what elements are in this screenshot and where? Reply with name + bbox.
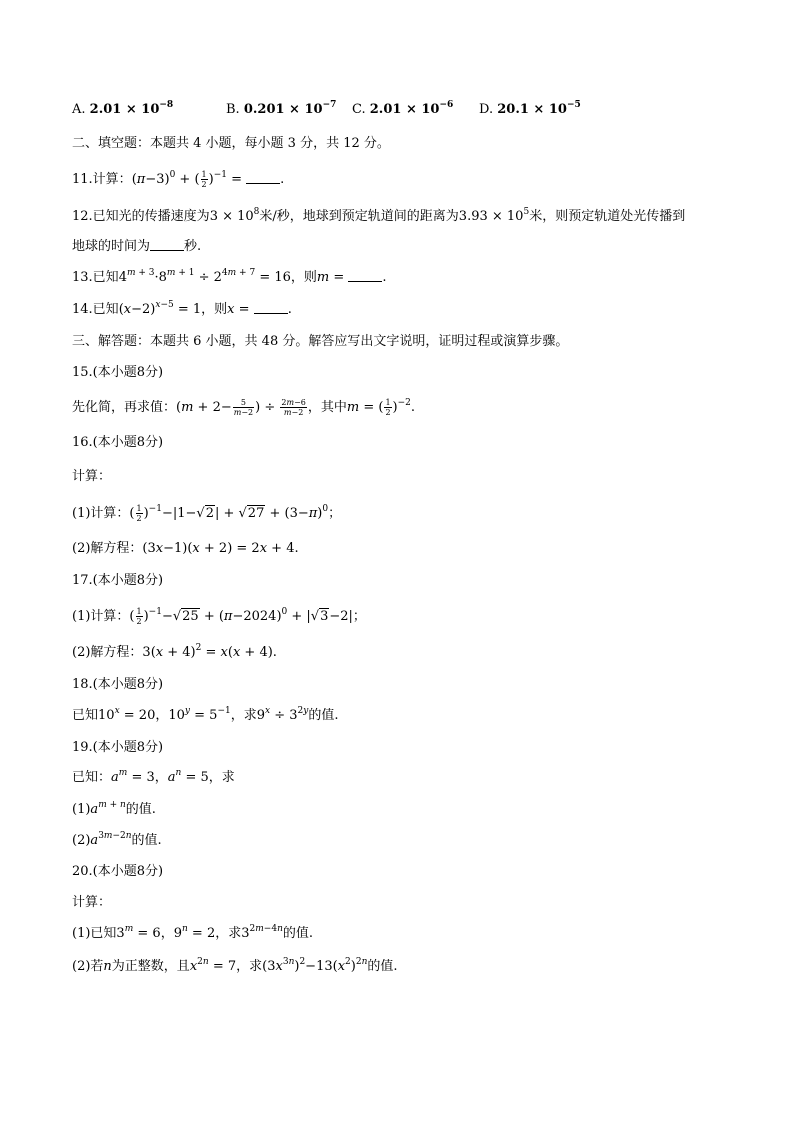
option-b-label: B.	[226, 102, 240, 117]
answer-blank	[348, 270, 382, 282]
option-d-label: D.	[479, 102, 494, 117]
question-16-part-1: (1)计算：( $\frac{1}{2}$ )$^{-1}-|1-√2| + √27 + (3-\pi)^0$；	[72, 504, 342, 523]
section-3-heading: 三、解答题：本题共 6 小题，共 48 分。解答应写出文字说明，证明过程或演算步骤。	[72, 334, 569, 349]
question-16-part-2: (2)解方程：(3x−1)(x + 2) = 2x + 4.	[72, 541, 299, 556]
option-a-exp: −8	[159, 100, 174, 110]
option-b-base: 0.201 × 10	[243, 102, 323, 117]
question-18-title: 18.(本小题8分)	[72, 677, 164, 692]
answer-blank	[150, 239, 184, 251]
question-17-title: 17.(本小题8分)	[72, 573, 164, 588]
question-16-intro: 计算：	[72, 469, 112, 484]
question-18-body: 已知$10^x = 20$，$10^y = 5^{-1}$，求$9^x \div 3^{2y}$的值.	[72, 706, 339, 723]
question-13: 13.已知$4^{m + 3}\cdot 8^{m + 1} \div 2^{4m + 7} = 16$，则m = .	[72, 268, 387, 285]
question-15-title: 15.(本小题8分)	[72, 365, 164, 380]
option-d-base: 20.1 × 10	[497, 102, 567, 117]
question-20-part-2: (2)若n为正整数，且$x^{2n} = 7$，求$(3x^{3n})^2-13(x^2)^{2n}$的值.	[72, 957, 398, 974]
question-17-part-1: (1)计算：( $\frac{1}{2}$ )$^{-1}-√25 + (\pi-2024)^0 + |√3-2|$；	[72, 607, 366, 626]
question-14: 14.已知$(x-2)^{x-5} = 1$，则x = .	[72, 300, 292, 317]
option-a	[72, 102, 173, 117]
option-c-label: C.	[352, 102, 366, 117]
question-19-part-1: $(1)a^{m + n}$的值.	[72, 800, 156, 817]
question-20-part-1: (1)已知$3^m = 6$，$9^n = 2$，求$3^{2m-4n}$的值.	[72, 924, 314, 941]
answer-blank	[246, 172, 280, 184]
option-b	[226, 102, 336, 117]
option-a-base: 2.01 × 10	[89, 102, 160, 117]
question-12-line-1: 12.已知光的传播速度为$3 \times 10^8$米/秒，地球到预定轨道间的距离为$3.93 \times 10^5$米，则预定轨道处光传播到	[72, 207, 686, 224]
option-c	[352, 102, 453, 117]
question-20-intro: 计算：	[72, 895, 112, 910]
option-c-exp: −6	[439, 100, 454, 110]
answer-blank	[254, 302, 288, 314]
option-c-base: 2.01 × 10	[369, 102, 440, 117]
question-20-title: 20.(本小题8分)	[72, 864, 164, 879]
question-19-title: 19.(本小题8分)	[72, 740, 164, 755]
question-17-part-2: (2)解方程：$3(x + 4)^2 = x(x + 4)$.	[72, 643, 277, 660]
question-16-title: 16.(本小题8分)	[72, 435, 164, 450]
section-2-heading: 二、填空题：本题共 4 小题，每小题 3 分，共 12 分。	[72, 136, 390, 151]
question-15-body: 先化简，再求值：(m + 2− $\frac{5}{m-2}$ ) ÷ $\frac{2m-6}{m-2}$ ，其中m = ( $\frac{1}{2}$ )$^{-2}$.	[72, 398, 416, 417]
option-d-exp: −5	[566, 100, 581, 110]
option-b-exp: −7	[322, 100, 337, 110]
question-19-body: 已知：$a^m = 3$，$a^n = 5$，求	[72, 768, 235, 785]
option-d	[479, 102, 581, 117]
question-11: 11.计算：$(\pi-3)^0$ + ( $\frac{1}{2}$ )$^{-1}$ = .	[72, 170, 285, 189]
option-a-label: A.	[72, 102, 86, 117]
question-19-part-2: $(2)a^{3m-2n}$的值.	[72, 831, 162, 848]
question-12-line-2: 地球的时间为 秒.	[72, 239, 202, 254]
